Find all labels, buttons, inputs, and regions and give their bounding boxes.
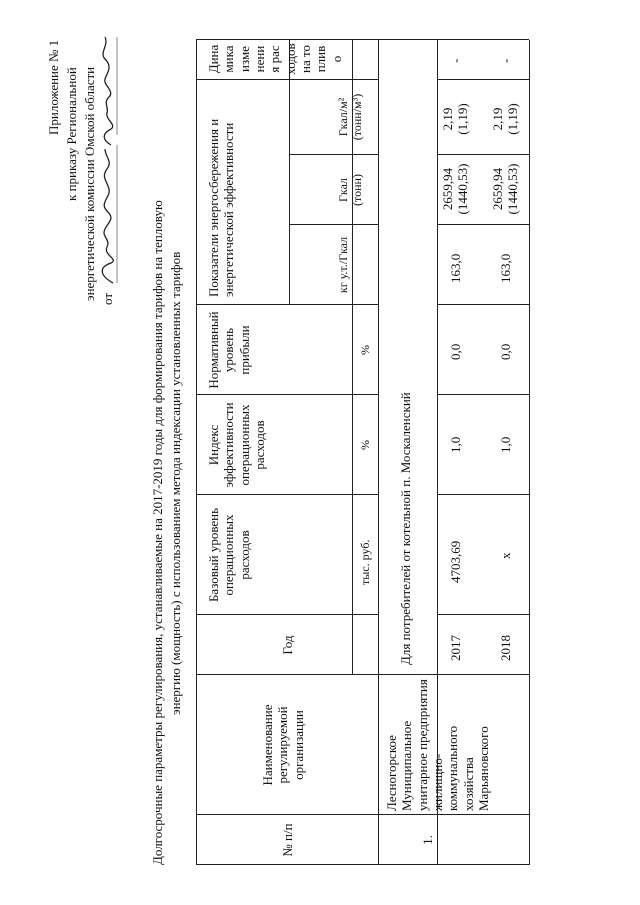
header-appendix: Приложение № 1 bbox=[46, 39, 61, 135]
header-energy-indicators: Показатели энергосбережения и энергетической эффективности bbox=[206, 118, 237, 297]
header-profit-level: Нормативный уровень прибыли bbox=[206, 311, 252, 389]
unit-base-level: тыс. руб. bbox=[358, 539, 372, 585]
row-2017-dynamics: - bbox=[448, 58, 463, 63]
organization-number: 1. bbox=[420, 835, 435, 845]
row-2018-dynamics: - bbox=[498, 58, 513, 63]
unit-loss: Гкал (тонн) bbox=[336, 174, 365, 206]
handwritten-date-signature-drawing bbox=[95, 35, 121, 285]
handwritten-date-signature bbox=[95, 35, 121, 285]
unit-specific: Гкал/м² (тонн/м³) bbox=[336, 93, 365, 141]
header-year: Год bbox=[280, 635, 295, 655]
header-efficiency-index: Индекс эффективности операционных расходов bbox=[206, 402, 267, 488]
unit-index: % bbox=[358, 440, 372, 450]
header-number: № п/п bbox=[280, 823, 295, 857]
section-title: Для потребителей от котельной п. Москаленский bbox=[398, 392, 413, 665]
header-to-order: к приказу Региональной bbox=[64, 67, 79, 201]
row-2018-year: 2018 bbox=[498, 635, 513, 661]
row-2018-fuel: 163,0 bbox=[498, 253, 513, 283]
row-2017-base-level: 4703,69 bbox=[448, 540, 463, 583]
document-title-line-1: Долгосрочные параметры регулирования, устанавливаемые на 2017-2019 годы для формирования тарифов на тепловую bbox=[150, 200, 165, 865]
row-2017-index: 1,0 bbox=[448, 436, 463, 453]
unit-profit: % bbox=[358, 345, 372, 355]
row-2018-index: 1,0 bbox=[498, 436, 513, 453]
row-2018-base-level: х bbox=[498, 552, 513, 559]
header-base-level: Базовый уровень операционных расходов bbox=[206, 507, 252, 603]
row-2017-specific: 2,19 (1,19) bbox=[440, 103, 471, 135]
row-2018-loss: 2659,94 (1440,53) bbox=[490, 163, 521, 215]
row-2017-profit: 0,0 bbox=[448, 343, 463, 360]
row-2017-loss: 2659,94 (1440,53) bbox=[440, 163, 471, 215]
row-2017-fuel: 163,0 bbox=[448, 253, 463, 283]
row-2018-specific: 2,19 (1,19) bbox=[490, 103, 521, 135]
organization-name: Лесногорское Муниципальное унитарное предприятия жилищно-коммунального хозяйства Марьяновского bbox=[384, 679, 491, 811]
row-2018-profit: 0,0 bbox=[498, 343, 513, 360]
row-2017-year: 2017 bbox=[448, 635, 463, 661]
header-organization: Наименование регулируемой организации bbox=[260, 704, 306, 786]
unit-fuel: кг у.т./Гкал bbox=[336, 236, 350, 294]
header-fuel-dynamics: Динамика изменения расходов на топливо bbox=[206, 43, 344, 75]
header-commission: энергетической комиссии Омской области bbox=[82, 66, 97, 301]
document-title-line-2: энергию (мощность) с использованием метода индексации установленных тарифов bbox=[168, 251, 183, 715]
header-date-prefix: от bbox=[100, 292, 115, 305]
